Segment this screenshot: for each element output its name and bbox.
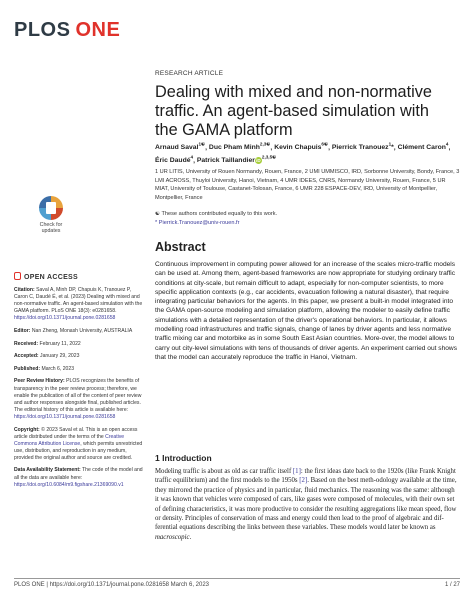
logo-one: ONE [75, 19, 121, 41]
data-link[interactable]: https://doi.org/10.6084/m9.figshare.21369090.v1 [14, 481, 124, 488]
author-notes [155, 210, 455, 227]
author-name[interactable]: Patrick TaillandieriD$^{2,3,5☯}$ [196, 154, 277, 165]
article-title: Dealing with mixed and non-normative traffic. An agent-based simulation with the GAMA platform [155, 83, 432, 139]
copyright: Copyright: © 2023 Saval et al. This is an open access article distributed under the terms of the Creative Commons Attribution License, which permits unrestricted use, distribution, and reproduction in any medium, provided the original author and source are credited. [14, 426, 143, 461]
license-link[interactable]: Creative Commons Attribution License [14, 433, 125, 447]
editor: Editor: Nan Zheng, Monash University, AUSTRALIA [14, 328, 133, 335]
abstract-heading: Abstract [155, 240, 206, 254]
page-number: 1 / 27 [444, 582, 460, 588]
author-name[interactable]: Clément Caron$^4$ [397, 142, 449, 152]
author-name[interactable]: Duc Pham Minh$^{2,3☯}$ [208, 142, 271, 152]
open-lock-icon [14, 272, 21, 280]
affiliations: 1 UR LITIS, University of Rouen Normandy, Rouen, France, 2 UMI UMMISCO, IRD, Sorbonne University, Bondy, France, 3 LMI ACROSS, Thuyloi University, Hanoi, Vietnam, 4 UMR IDEES, CNRS, Normandy University, Rouen, France, 5 UR MIAT, University of Toulouse, Castanet-Tolosan, France, 6 UMR 228 ESPACE-DEV, IRD, University of Montpellier, Montpellier, France [155, 169, 460, 201]
author-name[interactable]: Arnaud Saval$^{1☯}$ [155, 142, 206, 152]
received-date: Received: February 11, 2022 [14, 340, 81, 347]
footer-citation: PLOS ONE | https://doi.org/10.1371/journal.pone.0281658 March 6, 2023 [14, 582, 210, 588]
citation-doi-link[interactable]: https://doi.org/10.1371/journal.pone.0281658 [14, 315, 116, 322]
check-for-updates-badge[interactable] [33, 196, 69, 240]
corresponding-email[interactable]: * Pierrick.Tranouez@univ-rouen.fr [155, 219, 240, 226]
author-name[interactable]: Kevin Chapuis$^{6☯}$ [274, 142, 329, 152]
introduction-heading: 1 Introduction [155, 453, 212, 463]
reference-link[interactable]: [1] [292, 468, 301, 475]
check-updates-icon [39, 196, 63, 220]
article-sidebar [14, 272, 144, 494]
author-list: Arnaud Saval$^{1☯}$, Duc Pham Minh$^{2,3☯}$, Kevin Chapuis$^{6☯}$, Pierrick Tranouez$^1$*, Clément Caron$^4$, Éric Daudé$^4$, Patrick TaillandieriD$^{2,3,5☯}$ [155, 142, 451, 165]
logo-plos: PLOS [14, 19, 71, 41]
page-footer [14, 578, 460, 588]
introduction-text: Modeling traffic is about as old as car traffic itself [1]: the first ideas date back to the 1920s (like Frank Knight traffic equilibrium) and the first models to the 1950s [2]. Based on the best meth-odology available at the time, they mirrored the practice of physics and in particular, fluid mechanics. The reasoning was the same: although it was known that vehicles were composed of cars, like gases were composed of molecules, with their own set of defining characteristics, it was more productive to consider the resulting aggregations like mean speed, flow or density. Principles of conservation of mass and energy could then lead to the proof of algebraic and dif-ferential equations describing the links between these variables. These models would later be known as macroscopic. [155, 468, 457, 541]
published-date: Published: March 6, 2023 [14, 365, 75, 372]
author-name[interactable]: Pierrick Tranouez$^1$* [331, 142, 394, 152]
data-availability: Data Availability Statement: The code of the model and all the data are available here: https://doi.org/10.6084/m9.figshare.21369090.v1 [14, 467, 143, 488]
peer-review-history: Peer Review History: PLOS recognizes the benefits of transparency in the peer review process; therefore, we enable the publication of all of the content of peer review and author responses alongside final, published articles. The editorial history of this article is available here: https://doi.org/10.1371/journal.pone.0281658 [14, 378, 142, 420]
equal-contribution-note: ☯ These authors contributed equally to this work. [155, 211, 278, 217]
orcid-icon[interactable]: iD [256, 157, 261, 163]
check-updates-label: Check for updates [39, 222, 63, 235]
reference-link[interactable]: [2] [299, 477, 308, 485]
article-type: RESEARCH ARTICLE [155, 70, 224, 77]
author-name[interactable]: Éric Daudé$^4$ [155, 154, 194, 165]
accepted-date: Accepted: January 29, 2023 [14, 353, 80, 360]
journal-logo [14, 20, 120, 40]
open-access-label: OPEN ACCESS [14, 272, 144, 281]
abstract-text: Continuous improvement in computing power allowed for an increase of the scales micro-traffic models can be used at. Among them, agent-based frameworks are now appropriate for studying ordinary traffic conditions at city-scale, but remain difficult to adapt, especially for non-computer scientists, to more specific application contexts (e.g., car accidents, evacuation following a natural disaster), that require integrating particular behaviors for the agents. In this paper, we present a built-in model integrated into the GAMA open-source modeling and simulation platform, allowing the modeler to easily define traffic simulations with a detailed representation of the driver's operational behaviors. In particular, it allows modelling road infrastructures and traffic signals, change of lanes by driver agents and less normative traffic mixing car and motorbike as in some South East Asian countries. More-over, the model allows to carry out city-level simulations with tens of thousands of driver agents. An experiment carried out shows that the model can accurately reproduce the traffic in Hanoi, Vietnam. [155, 261, 457, 361]
citation: Citation: Saval A, Minh DP, Chapuis K, Tranouez P, Caron C, Daudé É, et al. (2023) Dealing with mixed and non-normative traffic. An agent-based simulation with the GAMA platform. PLoS ONE 18(3): e0281658. https://doi.org/10.1371/journal.pone.0281658 [14, 287, 143, 322]
peer-review-link[interactable]: https://doi.org/10.1371/journal.pone.0281658 [14, 413, 116, 420]
